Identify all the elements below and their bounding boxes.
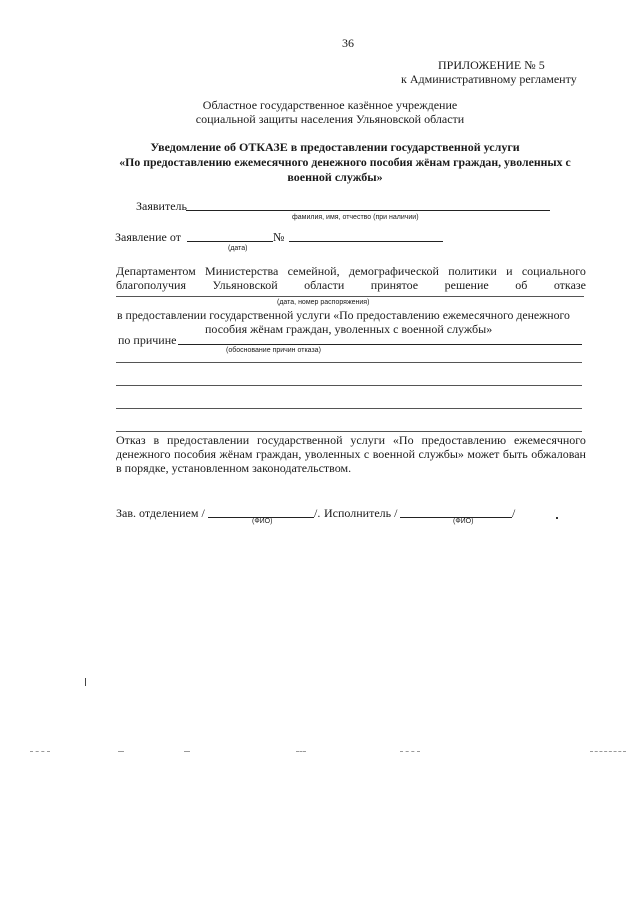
- appeal-line-3: в порядке, установленном законодательством.: [116, 461, 352, 475]
- word: военной: [372, 447, 416, 461]
- reason-line-3[interactable]: [116, 385, 582, 386]
- service-line-1: в предоставлении государственной услуги «По предоставлению ежемесячного денежного: [117, 308, 570, 322]
- word: услуги: [350, 433, 386, 447]
- applicant-field[interactable]: [186, 210, 550, 211]
- scan-edge-line: [118, 751, 124, 752]
- number-label: №: [273, 230, 285, 244]
- appendix-title: ПРИЛОЖЕНИЕ № 5: [438, 58, 545, 72]
- reason-hint: (обоснование причин отказа): [226, 347, 321, 354]
- scan-edge-line: [184, 751, 190, 752]
- executor-label: Исполнитель /: [324, 506, 398, 520]
- scan-edge-line: [590, 751, 626, 752]
- scan-mark: [556, 517, 558, 519]
- department-line-2: [116, 278, 586, 293]
- appendix-subtitle: к Административному регламенту: [401, 72, 577, 86]
- word: благополучия: [116, 278, 186, 292]
- word: области: [304, 278, 345, 292]
- word: предоставлении: [167, 433, 250, 447]
- word: об: [515, 278, 528, 292]
- scan-mark: [85, 678, 86, 686]
- page-number: 36: [342, 36, 354, 50]
- heading-line-2: «По предоставлению ежемесячного денежного пособия жёнам граждан, уволенных с: [119, 155, 571, 169]
- application-label: Заявление от: [115, 230, 181, 244]
- word: ежемесячного: [513, 433, 586, 447]
- appeal-line-2: [116, 447, 586, 462]
- word: в: [153, 433, 160, 447]
- word: денежного: [116, 447, 171, 461]
- head-label: Зав. отделением /: [116, 506, 205, 520]
- application-number-field[interactable]: [289, 241, 443, 242]
- word: уволенных: [304, 447, 361, 461]
- executor-fio-hint: (ФИО): [453, 518, 474, 525]
- reason-field[interactable]: [178, 344, 582, 345]
- applicant-label: Заявитель: [136, 199, 187, 213]
- head-end: /.: [314, 506, 321, 520]
- application-date-field[interactable]: [187, 241, 273, 242]
- word: Департаментом: [116, 264, 196, 278]
- head-fio-hint: (ФИО): [252, 518, 273, 525]
- word: «По: [392, 433, 414, 447]
- word: семейной,: [287, 264, 340, 278]
- word: жёнам: [219, 447, 253, 461]
- word: службы»: [418, 447, 464, 461]
- executor-end: /: [512, 506, 516, 520]
- decision-field[interactable]: [116, 296, 584, 297]
- scan-edge-line: [400, 751, 420, 752]
- service-line-2: пособия жёнам граждан, уволенных с военной службы»: [205, 322, 493, 336]
- word: демографической: [348, 264, 439, 278]
- word: граждан,: [255, 447, 302, 461]
- reason-line-5[interactable]: [116, 431, 582, 432]
- decision-hint: (дата, номер распоряжения): [277, 299, 370, 306]
- word: и: [506, 264, 513, 278]
- word: Отказ: [116, 433, 146, 447]
- word: политики: [448, 264, 497, 278]
- heading-line-1: Уведомление об ОТКАЗЕ в предоставлении государственной услуги: [150, 140, 520, 154]
- applicant-hint: фамилия, имя, отчество (при наличии): [292, 214, 419, 221]
- word: принятое: [370, 278, 419, 292]
- word: обжалован: [531, 447, 586, 461]
- department-line-1: [116, 264, 586, 279]
- word: социального: [521, 264, 586, 278]
- word: быть: [502, 447, 528, 461]
- scan-edge-line: [296, 751, 306, 752]
- word: Министерства: [205, 264, 279, 278]
- reason-label: по причине: [118, 333, 177, 347]
- institution-line-1: Областное государственное казённое учреждение: [202, 98, 458, 112]
- word: решение: [444, 278, 489, 292]
- reason-line-4[interactable]: [116, 408, 582, 409]
- word: пособия: [173, 447, 217, 461]
- reason-line-2[interactable]: [116, 362, 582, 363]
- word: государственной: [257, 433, 343, 447]
- word: отказе: [553, 278, 586, 292]
- word: с: [363, 447, 370, 461]
- scan-edge-line: [30, 751, 50, 752]
- word: Ульяновской: [212, 278, 278, 292]
- date-hint: (дата): [228, 245, 248, 252]
- heading-line-3: военной службы»: [287, 170, 383, 184]
- appeal-line-1: [116, 433, 586, 448]
- word: может: [467, 447, 500, 461]
- institution-line-2: социальной защиты населения Ульяновской области: [195, 112, 465, 126]
- word: предоставлению: [421, 433, 507, 447]
